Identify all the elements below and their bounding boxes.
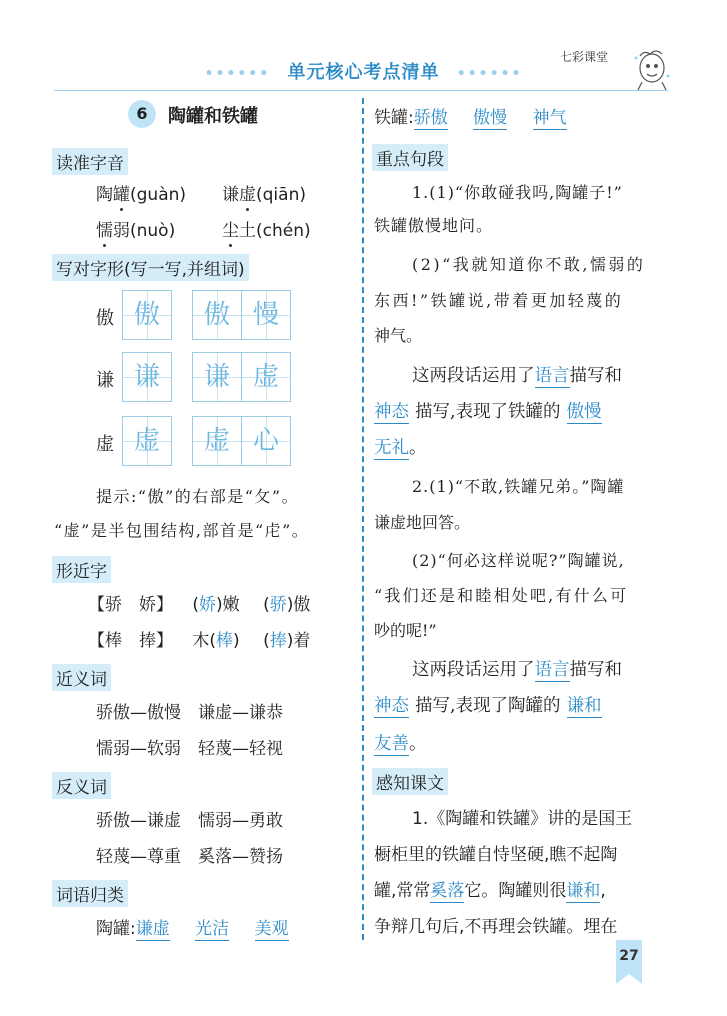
summary-line: 1.《陶罐和铁罐》讲的是国王: [412, 809, 633, 829]
sentence-line: 神气。: [374, 326, 423, 345]
analysis-line: 这两段话运用了语言描写和: [412, 660, 622, 680]
brand-label: 七彩课堂: [560, 50, 609, 64]
pronounce-item: 尘土(chén): [222, 221, 311, 241]
analysis-line: 神态 描写,表现了铁罐的 傲慢: [374, 402, 602, 422]
section-classify: 词语归类: [52, 880, 128, 907]
synonym-line: 懦弱—软弱 轻蔑—轻视: [96, 739, 283, 759]
column-divider: [362, 98, 364, 940]
synonym-line: 骄傲—傲慢 谦虚—谦恭: [96, 703, 283, 723]
header-dots-right: ••••••: [456, 66, 523, 82]
sentence-line: 2.(1)“不敢,铁罐兄弟。”陶罐: [412, 477, 625, 496]
classify-tieguan: 铁罐:骄傲 傲慢 神气: [374, 108, 567, 128]
header-title-text: 单元核心考点清单: [287, 62, 440, 83]
hint-line: “虚”是半包围结构,部首是“虍”。: [54, 521, 310, 540]
header-dots-left: ••••••: [204, 66, 271, 82]
sentence-line: (2)“何必这样说呢?”陶罐说,: [412, 551, 625, 570]
write-row-label: 虚: [96, 434, 114, 455]
writing-box: 傲: [192, 290, 242, 340]
sentence-line: “我们还是和睦相处吧,有什么可: [374, 586, 629, 605]
section-write: 写对字形(写一写,并组词): [52, 254, 249, 281]
analysis-line: 神态 描写,表现了陶罐的 谦和: [374, 696, 602, 716]
writing-box: 谦: [192, 352, 242, 402]
header-title: [0, 58, 727, 84]
classify-taoguan: 陶罐:谦虚 光洁 美观: [96, 919, 289, 939]
writing-box: 虚: [122, 416, 172, 466]
similar-row: 【棒 捧】 木(棒) (捧)着: [88, 631, 311, 651]
writing-box: 虚: [241, 352, 291, 402]
writing-box: 心: [241, 416, 291, 466]
write-row-label: 谦: [96, 370, 114, 391]
sentence-line: 吵的呢!”: [374, 621, 437, 640]
writing-box: 虚: [192, 416, 242, 466]
writing-box: 谦: [122, 352, 172, 402]
write-row-label: 傲: [96, 308, 114, 329]
header-rule: [54, 90, 668, 91]
section-similar: 形近字: [52, 556, 111, 583]
section-understand: 感知课文: [372, 768, 448, 795]
writing-box: 傲: [122, 290, 172, 340]
sentence-line: 东西!”铁罐说,带着更加轻蔑的: [374, 291, 624, 310]
section-antonyms: 反义词: [52, 772, 111, 799]
section-key-sentences: 重点句段: [372, 144, 448, 171]
lesson-title: 陶罐和铁罐: [168, 106, 258, 127]
writing-box: 慢: [241, 290, 291, 340]
antonym-line: 骄傲—谦虚 懦弱—勇敢: [96, 811, 283, 831]
section-synonyms: 近义词: [52, 664, 111, 691]
antonym-line: 轻蔑—尊重 奚落—赞扬: [96, 847, 283, 867]
lesson-number-badge: 6: [128, 100, 156, 128]
pronounce-item: 懦弱(nuò): [96, 221, 176, 241]
hint-line: 提示:“傲”的右部是“攵”。: [96, 487, 300, 506]
analysis-line: 这两段话运用了语言描写和: [412, 366, 622, 386]
analysis-line: 无礼。: [374, 438, 427, 458]
analysis-line: 友善。: [374, 734, 427, 754]
sentence-line: 1.(1)“你敢碰我吗,陶罐子!”: [412, 183, 623, 202]
summary-line: 罐,常常奚落它。陶罐则很谦和,: [374, 881, 606, 901]
sentence-line: 谦虚地回答。: [374, 513, 471, 532]
mascot-icon: [628, 46, 672, 92]
sentence-line: 铁罐傲慢地问。: [374, 216, 494, 235]
summary-line: 争辩几句后,不再理会铁罐。埋在: [374, 917, 618, 937]
sentence-line: (2)“我就知道你不敢,懦弱的: [412, 255, 646, 274]
pronounce-item: 陶罐(guàn): [96, 185, 187, 205]
summary-line: 橱柜里的铁罐自恃坚硬,瞧不起陶: [374, 845, 618, 865]
section-pronounce: 读准字音: [52, 148, 128, 175]
pronounce-item: 谦虚(qiān): [222, 185, 306, 205]
similar-row: 【骄 娇】 (娇)嫩 (骄)傲: [88, 595, 311, 615]
page-number: 27: [619, 948, 639, 964]
